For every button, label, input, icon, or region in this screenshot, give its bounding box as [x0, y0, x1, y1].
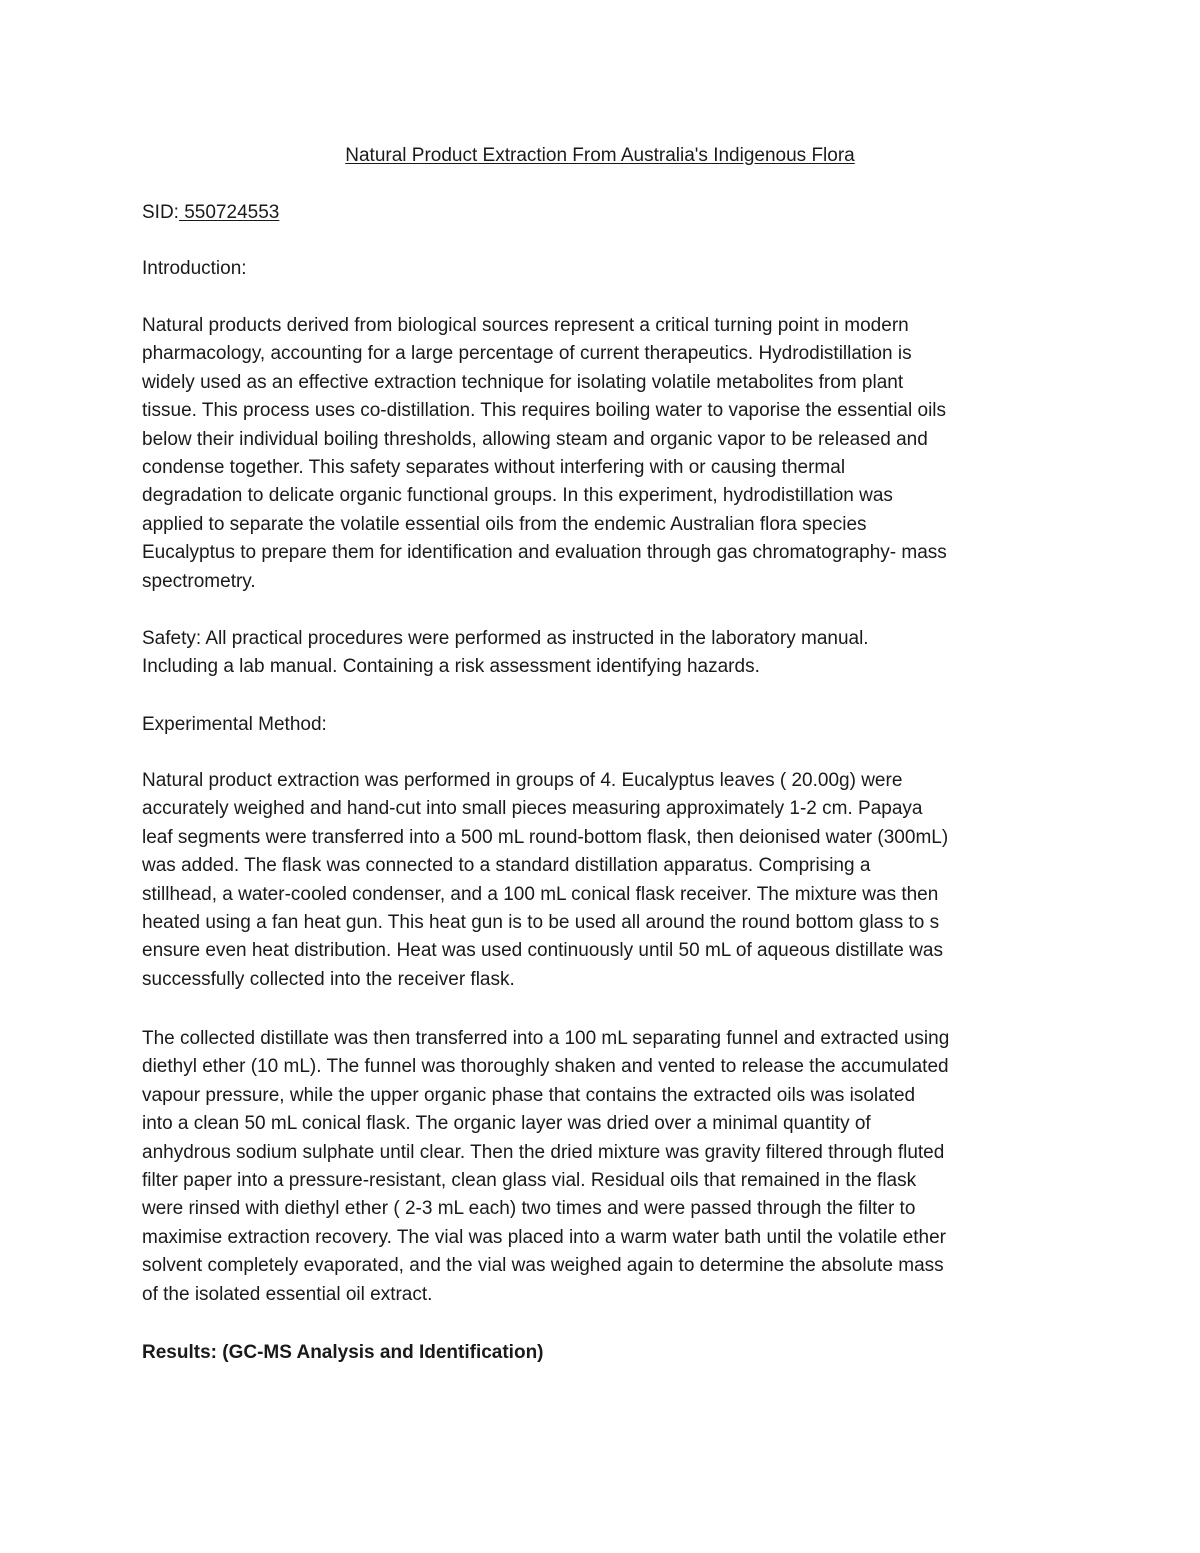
sid-label: SID: — [142, 202, 179, 223]
method-paragraph-1: Natural product extraction was performed in groups of 4. Eucalyptus leaves ( 20.00g) were accurately weighed and hand-cut into small pieces measuring approximately 1-2 cm. Papaya leaf segments were transferred into a 500 mL round-bottom flask, then deionised water (300mL) was added. The flask was connected to a standard distillation apparatus. Comprising a stillhead, a water-cooled condenser, and a 100 mL conical flask receiver. The mixture was then heated using a fan heat gun. This heat gun is to be used all around the round bottom glass to s ensure even heat distribution. Heat was used continuously until 50 mL of aqueous distillate was successfully collected into the receiver flask. — [142, 770, 949, 990]
method-paragraph-2: The collected distillate was then transferred into a 100 mL separating funnel and extracted using diethyl ether (10 mL). The funnel was thoroughly shaken and vented to release the accumulated vapour pressure, while the upper organic phase that contains the extracted oils was isolated into a clean 50 mL conical flask. The organic layer was dried over a minimal quantity of anhydrous sodium sulphate until clear. Then the dried mixture was gravity filtered through fluted filter paper into a pressure-resistant, clean glass vial. Residual oils that remained in the flask were rinsed with diethyl ether ( 2-3 mL each) two times and were passed through the filter to maximise extraction recovery. The vial was placed into a warm water bath until the volatile ether solvent completely evaporated, and the vial was weighed again to determine the absolute mass of the isolated essential oil extract. — [142, 1028, 950, 1305]
document-title: Natural Product Extraction From Australia's Indigenous Flora — [345, 145, 855, 166]
results-heading: Results: (GC-MS Analysis and Identification) — [142, 1342, 544, 1363]
method-heading: Experimental Method: — [142, 714, 327, 735]
sid-line — [142, 199, 1072, 227]
sid-value: 550724553 — [178, 202, 280, 223]
introduction-heading: Introduction: — [142, 258, 247, 279]
introduction-paragraph: Natural products derived from biological sources represent a critical turning point in modern pharmacology, accounting for a large percentage of current therapeutics. Hydrodistillation is widely used as an effective extraction technique for isolating volatile metabolites from plant tissue. This process uses co-distillation. This requires boiling water to vaporise the essential oils below their individual boiling thresholds, allowing steam and organic vapor to be released and condense together. This safety separates without interfering with or causing thermal degradation to delicate organic functional groups. In this experiment, hydrodistillation was applied to separate the volatile essential oils from the endemic Australian flora species Eucalyptus to prepare them for identification and evaluation through gas chromatography- mass spectrometry. — [142, 315, 947, 592]
safety-paragraph: Safety: All practical procedures were performed as instructed in the laboratory manual. Including a lab manual. Containing a risk assessment identifying hazards. — [142, 628, 869, 678]
